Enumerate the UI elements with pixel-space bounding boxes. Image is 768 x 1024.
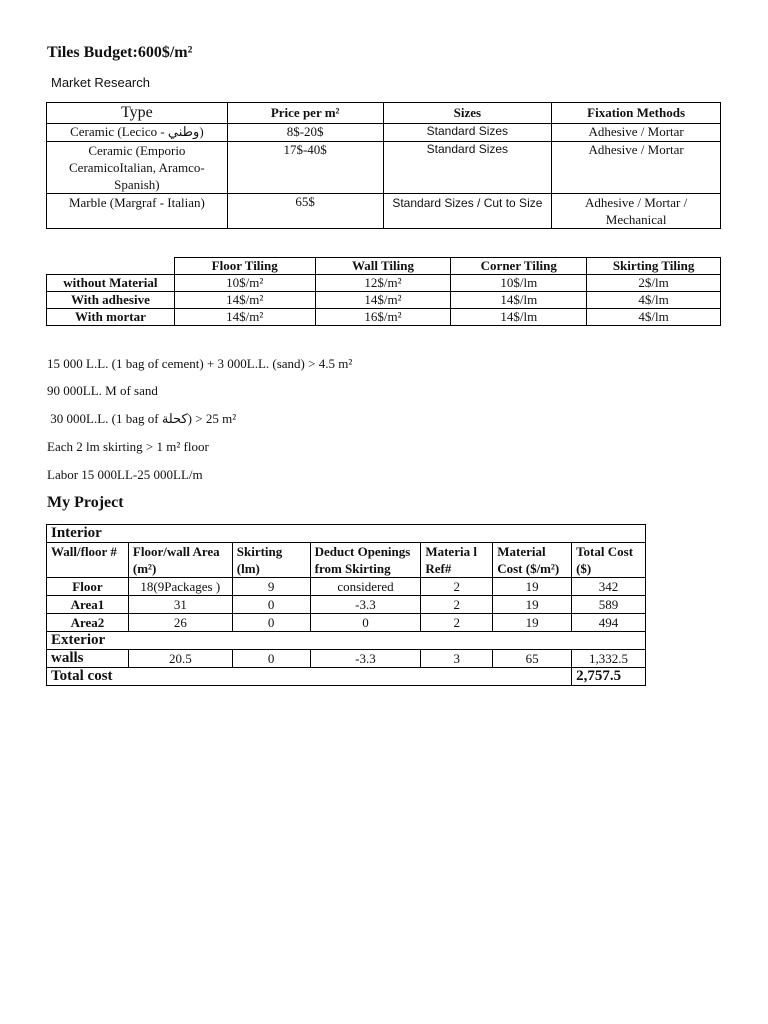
section-label: Exterior: [47, 632, 646, 650]
row-label: With adhesive: [47, 292, 175, 309]
note-line: 15 000 L.L. (1 bag of cement) + 3 000L.L. (sand) > 4.5 m²: [47, 356, 353, 371]
table-cell: 14$/lm: [451, 309, 587, 326]
section-heading: My Project: [47, 494, 124, 511]
header-cell: Floor Tiling: [174, 258, 315, 275]
header-cell: Wall/floor #: [47, 543, 129, 578]
header-cell: Type: [47, 103, 228, 124]
table-cell: 19: [493, 614, 572, 632]
table-cell: 14$/m²: [315, 292, 451, 309]
header-cell: Sizes: [383, 103, 552, 124]
note-line: Labor 15 000LL-25 000LL/m: [47, 467, 203, 482]
table-cell: 14$/m²: [174, 309, 315, 326]
table-cell: 2$/lm: [587, 275, 721, 292]
table-header-row: [47, 103, 721, 124]
note-line: 90 000LL. M of sand: [47, 383, 158, 398]
row-label: With mortar: [47, 309, 175, 326]
table-cell: 589: [572, 596, 646, 614]
table-row: [47, 614, 646, 632]
header-cell: Material Cost ($/m²): [493, 543, 572, 578]
table-cell: 14$/lm: [451, 292, 587, 309]
table-cell: 4$/lm: [587, 309, 721, 326]
row-label: Area1: [47, 596, 129, 614]
table-header-row: [47, 258, 721, 275]
table-row: [47, 596, 646, 614]
table-row: [47, 650, 646, 668]
table-cell: 3: [421, 650, 493, 668]
table-row: [47, 292, 721, 309]
table-cell: considered: [310, 578, 421, 596]
header-cell: Corner Tiling: [451, 258, 587, 275]
table-cell: 1,332.5: [572, 650, 646, 668]
table-cell: 9: [232, 578, 310, 596]
table-cell: 8$-20$: [227, 124, 383, 142]
total-label: Total cost: [47, 668, 572, 686]
labor-price-table: [46, 257, 721, 326]
table-cell: 10$/m²: [174, 275, 315, 292]
table-cell: 10$/lm: [451, 275, 587, 292]
table-cell: Adhesive / Mortar / Mechanical: [552, 194, 721, 229]
table-cell: 17$-40$: [227, 142, 383, 194]
section-label: Interior: [47, 525, 646, 543]
table-cell: 19: [493, 596, 572, 614]
total-value: 2,757.5: [572, 668, 646, 686]
table-row: [47, 275, 721, 292]
header-cell: Total Cost ($): [572, 543, 646, 578]
note-line: 30 000L.L. (1 bag of كحلة) > 25 m²: [47, 411, 237, 426]
table-cell: 26: [128, 614, 232, 632]
table-cell: 18(9Packages ): [128, 578, 232, 596]
table-cell: Adhesive / Mortar: [552, 142, 721, 194]
subtitle: Market Research: [51, 75, 150, 90]
header-cell: Fixation Methods: [552, 103, 721, 124]
project-table: [46, 524, 646, 686]
header-cell: Price per m²: [227, 103, 383, 124]
header-cell: Materia l Ref#: [421, 543, 493, 578]
header-cell: Skirting (lm): [232, 543, 310, 578]
table-cell: 12$/m²: [315, 275, 451, 292]
empty-cell: [47, 258, 175, 275]
row-label: Area2: [47, 614, 129, 632]
table-cell: 2: [421, 596, 493, 614]
row-label: without Material: [47, 275, 175, 292]
table-cell: Standard Sizes / Cut to Size: [383, 194, 552, 229]
table-cell: Ceramic (Emporio CeramicoItalian, Aramco-Spanish): [47, 142, 228, 194]
header-cell: Skirting Tiling: [587, 258, 721, 275]
table-row: [47, 124, 721, 142]
row-label: Floor: [47, 578, 129, 596]
header-cell: Wall Tiling: [315, 258, 451, 275]
table-cell: 65: [493, 650, 572, 668]
row-label: walls: [47, 650, 129, 668]
table-cell: Ceramic (Lecico - وطني): [47, 124, 228, 142]
table-row: [47, 309, 721, 326]
table-cell: 4$/lm: [587, 292, 721, 309]
table-cell: Standard Sizes: [383, 124, 552, 142]
table-cell: 65$: [227, 194, 383, 229]
table-row: [47, 142, 721, 194]
table-cell: 0: [232, 650, 310, 668]
table-cell: Marble (Margraf - Italian): [47, 194, 228, 229]
table-cell: Adhesive / Mortar: [552, 124, 721, 142]
table-cell: 342: [572, 578, 646, 596]
table-cell: 20.5: [128, 650, 232, 668]
table-cell: 2: [421, 614, 493, 632]
table-cell: -3.3: [310, 596, 421, 614]
note-line: Each 2 lm skirting > 1 m² floor: [47, 439, 209, 454]
table-cell: 0: [310, 614, 421, 632]
section-row: [47, 632, 646, 650]
table-cell: Standard Sizes: [383, 142, 552, 194]
table-cell: 0: [232, 614, 310, 632]
table-row: [47, 578, 646, 596]
table-cell: -3.3: [310, 650, 421, 668]
table-cell: 31: [128, 596, 232, 614]
table-cell: 0: [232, 596, 310, 614]
table-cell: 19: [493, 578, 572, 596]
table-cell: 16$/m²: [315, 309, 451, 326]
page-title: Tiles Budget:600$/m²: [47, 44, 193, 61]
table-cell: 494: [572, 614, 646, 632]
section-row: [47, 525, 646, 543]
table-row: [47, 194, 721, 229]
table-cell: 14$/m²: [174, 292, 315, 309]
header-cell: Floor/wall Area (m²): [128, 543, 232, 578]
header-cell: Deduct Openings from Skirting: [310, 543, 421, 578]
table-cell: 2: [421, 578, 493, 596]
total-row: [47, 668, 646, 686]
market-research-table: [46, 102, 721, 229]
table-header-row: [47, 543, 646, 578]
